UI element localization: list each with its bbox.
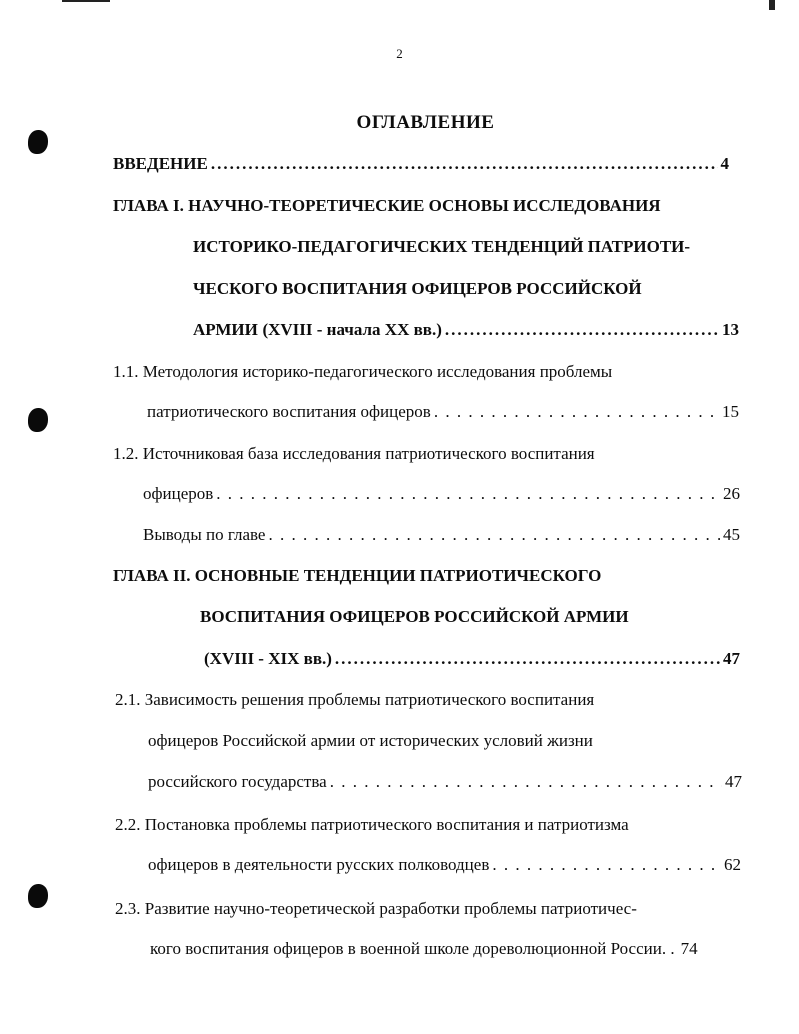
toc-section-2-3-line2[interactable] [150,935,742,963]
entry-page: 47 [725,772,742,791]
entry-text: ЧЕСКОГО ВОСПИТАНИЯ ОФИЦЕРОВ РОССИЙСКОЙ [193,279,642,298]
entry-text: ГЛАВА I. НАУЧНО-ТЕОРЕТИЧЕСКИЕ ОСНОВЫ ИССЛЕДОВАНИЯ [113,196,661,215]
toc-section-1-2-line1[interactable] [113,440,595,468]
toc-chapter-2-line2[interactable] [200,603,629,631]
entry-page: 26 [723,484,740,503]
toc-section-2-1-line1[interactable] [115,686,594,714]
entry-text: ГЛАВА II. ОСНОВНЫЕ ТЕНДЕНЦИИ ПАТРИОТИЧЕСКОГО [113,566,602,585]
leader-dots [335,645,720,673]
entry-text: патриотического воспитания офицеров [147,402,431,421]
toc-conclusions-1[interactable] [143,521,740,549]
entry-text: (XVIII - начала XX вв.) [262,320,442,339]
leader-dots [434,398,719,426]
entry-text: ВОСПИТАНИЯ ОФИЦЕРОВ РОССИЙСКОЙ АРМИИ [200,607,629,626]
entry-page: 45 [723,525,740,544]
toc-section-1-1-line2[interactable] [147,398,739,426]
binding-edge [0,0,40,1034]
entry-page: 47 [723,649,740,668]
toc-chapter-1-line3[interactable] [193,275,642,303]
entry-label: ВВЕДЕНИЕ [113,154,208,173]
scan-edge-mark [62,0,110,2]
leader-dots [216,480,720,508]
entry-text: 1.2. Источниковая база исследования патриотического воспитания [113,444,595,463]
toc-chapter-1-line4[interactable] [193,316,739,344]
punch-hole [28,408,48,432]
leader-dots [268,521,720,549]
punch-hole [28,884,48,908]
entry-text: офицеров [143,484,214,503]
toc-chapter-1-line1[interactable] [113,192,661,220]
toc-section-2-2-line2[interactable] [148,851,741,879]
entry-text: 2.1. Зависимость решения проблемы патриотического воспитания [115,690,595,709]
toc-section-1-1-line1[interactable] [113,358,612,386]
toc-section-1-2-line2[interactable] [143,480,740,508]
toc-section-2-1-line2[interactable] [148,727,593,755]
entry-page: 62 [724,855,741,874]
entry-text: (XVIII - XIX вв.) [204,649,332,668]
toc-chapter-2-line1[interactable] [113,562,601,590]
toc-title: ОГЛАВЛЕНИЕ [356,112,495,133]
entry-text: 1.1. Методология историко-педагогического исследования проблемы [113,362,613,381]
entry-text: офицеров в деятельности русских полководцев [148,855,490,874]
entry-text: офицеров Российской армии от исторических условий жизни [148,731,593,750]
toc-section-2-2-line1[interactable] [115,811,629,839]
entry-text: 2.2. Постановка проблемы патриотического воспитания и патриотизма [115,815,629,834]
entry-page: 13 [722,320,739,339]
leader-dots [211,150,718,178]
entry-page: 15 [722,402,739,421]
page-number: 2 [396,46,403,61]
scan-corner-mark [769,0,775,10]
toc-chapter-1-line2[interactable] [193,233,690,261]
leader-dots [330,768,722,796]
leader-dots [492,851,721,879]
entry-text: ИСТОРИКО-ПЕДАГОГИЧЕСКИХ ТЕНДЕНЦИЙ ПАТРИОТИ- [193,237,691,256]
leader-dots [445,316,719,344]
toc-entry-intro[interactable] [113,150,729,178]
entry-text: Выводы по главе [143,525,266,544]
entry-text: российского государства [148,772,327,791]
entry-page: 74 [680,939,698,958]
entry-text: кого воспитания офицеров в военной школе дореволюционной России. . [150,939,675,958]
toc-section-2-1-line3[interactable] [148,768,742,796]
entry-page: 4 [720,154,729,173]
entry-text: АРМИИ [193,320,258,339]
entry-text: 2.3. Развитие научно-теоретической разработки проблемы патриотичес- [115,899,637,918]
toc-section-2-3-line1[interactable] [115,895,637,923]
toc-chapter-2-line3[interactable] [204,645,740,673]
